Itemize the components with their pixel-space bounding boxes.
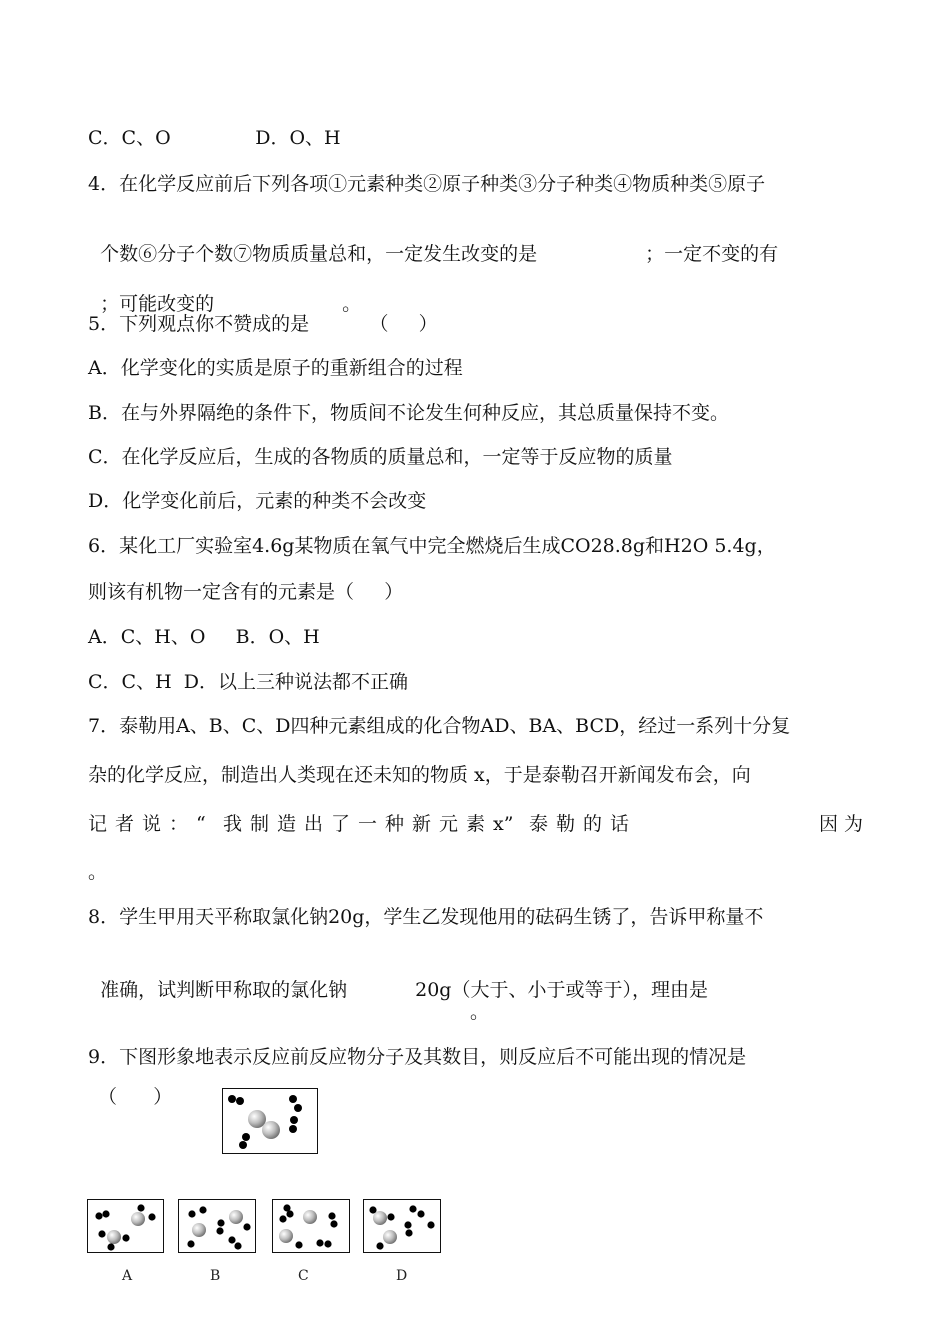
question-7-spaced-char: 勒 bbox=[556, 813, 576, 835]
question-7-end: 。 bbox=[88, 861, 108, 883]
question-5-stem: 5．下列观点你不赞成的是 （ ） bbox=[88, 313, 438, 335]
question-8-line-1: 8．学生甲用天平称取氯化钠20g，学生乙发现他用的砝码生锈了，告诉甲称量不 bbox=[88, 906, 764, 928]
question-7-spaced-char: 泰 bbox=[529, 813, 549, 835]
question-9-stem: 9．下图形象地表示反应前反应物分子及其数目，则反应后不可能出现的情况是 bbox=[88, 1046, 747, 1068]
text-line-1: C．C、O D．O、H bbox=[88, 127, 341, 149]
option-c-drawing bbox=[273, 1200, 349, 1252]
question-7-spaced-char: “ bbox=[196, 813, 206, 835]
question-7-spaced-char: 出 bbox=[304, 813, 324, 835]
question-7-spaced-char: 新 bbox=[412, 813, 432, 835]
question-7-spaced-char: 一 bbox=[358, 813, 378, 835]
question-6-line-1: 6．某化工厂实验室4.6g某物质在氧气中完全燃烧后生成CO28.8g和H2O 5.4g， bbox=[88, 535, 776, 557]
option-c-figure bbox=[272, 1199, 350, 1253]
option-label-c: C bbox=[298, 1268, 309, 1284]
question-7-spaced-char: 元 bbox=[439, 813, 459, 835]
question-7-spaced-char: 素 bbox=[466, 813, 486, 835]
question-5-option-d: D．化学变化前后，元素的种类不会改变 bbox=[88, 490, 427, 512]
question-7-spaced-char: 造 bbox=[277, 813, 297, 835]
question-8-text-b: 20g（大于、小于或等于），理由是 bbox=[415, 979, 708, 1001]
question-8-line-2 bbox=[88, 954, 708, 1002]
question-7-spaced-char: x” bbox=[493, 813, 514, 835]
option-b-drawing bbox=[179, 1200, 255, 1252]
question-7-spaced-char: 说 bbox=[142, 813, 162, 835]
question-4-text-c: ；可能改变的 bbox=[100, 293, 215, 315]
option-label-d: D bbox=[396, 1268, 408, 1284]
option-b-figure bbox=[178, 1199, 256, 1253]
question-5-option-a: A．化学变化的实质是原子的重新组合的过程 bbox=[88, 357, 463, 379]
question-7-line-3 bbox=[88, 812, 863, 884]
question-7-line-1: 7．泰勒用A、B、C、D四种元素组成的化合物AD、BA、BCD，经过一系列十分复 bbox=[88, 715, 791, 737]
question-4-line-2 bbox=[88, 218, 778, 266]
question-4-line-1: 4．在化学反应前后下列各项①元素种类②原子种类③分子种类④物质种类⑤原子 bbox=[88, 173, 766, 195]
question-7-spaced-char: ： bbox=[169, 813, 189, 835]
question-7-spaced-char: 种 bbox=[385, 813, 405, 835]
question-5-option-c: C．在化学反应后，生成的各物质的质量总和，一定等于反应物的质量 bbox=[88, 446, 673, 468]
option-d-drawing bbox=[364, 1200, 440, 1252]
question-7-spaced-char: 记 bbox=[88, 813, 108, 835]
question-7-spaced-char: 我 bbox=[223, 813, 243, 835]
question-9-answer-paren: （ ） bbox=[98, 1086, 173, 1108]
question-7-line-2: 杂的化学反应，制造出人类现在还未知的物质 x，于是泰勒召开新闻发布会，向 bbox=[88, 764, 751, 786]
option-label-b: B bbox=[210, 1268, 221, 1284]
question-4-line-3 bbox=[88, 268, 361, 316]
question-8-end: 。 bbox=[470, 1001, 490, 1023]
option-d-figure bbox=[363, 1199, 441, 1253]
question-5-option-b: B．在与外界隔绝的条件下，物质间不论发生何种反应，其总质量保持不变。 bbox=[88, 402, 729, 424]
option-label-a: A bbox=[122, 1268, 133, 1284]
reactant-molecules-drawing bbox=[223, 1089, 317, 1153]
reactant-molecules-figure bbox=[222, 1088, 318, 1154]
option-a-figure bbox=[87, 1199, 164, 1253]
question-6-line-2: 则该有机物一定含有的元素是（ ） bbox=[88, 581, 404, 603]
question-6-options-2: C．C、H D．以上三种说法都不正确 bbox=[88, 671, 408, 693]
question-4-text-a: 个数⑥分子个数⑦物质质量总和，一定发生改变的是 bbox=[100, 243, 538, 265]
question-7-spaced-char: 制 bbox=[250, 813, 270, 835]
question-7-spaced-char: 者 bbox=[115, 813, 135, 835]
question-7-spaced-char: 的 bbox=[583, 813, 603, 835]
question-4-text-b: ；一定不变的有 bbox=[645, 243, 779, 265]
question-4-end: 。 bbox=[342, 293, 362, 315]
question-8-text-a: 准确，试判断甲称取的氯化钠 bbox=[100, 979, 348, 1001]
question-7-spaced-char: 话 bbox=[610, 813, 630, 835]
question-7-spaced-char: 了 bbox=[331, 813, 351, 835]
question-7-line-end: 因 为 bbox=[818, 813, 863, 835]
option-a-drawing bbox=[88, 1200, 163, 1252]
question-6-options-1: A．C、H、O B．O、H bbox=[88, 626, 320, 648]
